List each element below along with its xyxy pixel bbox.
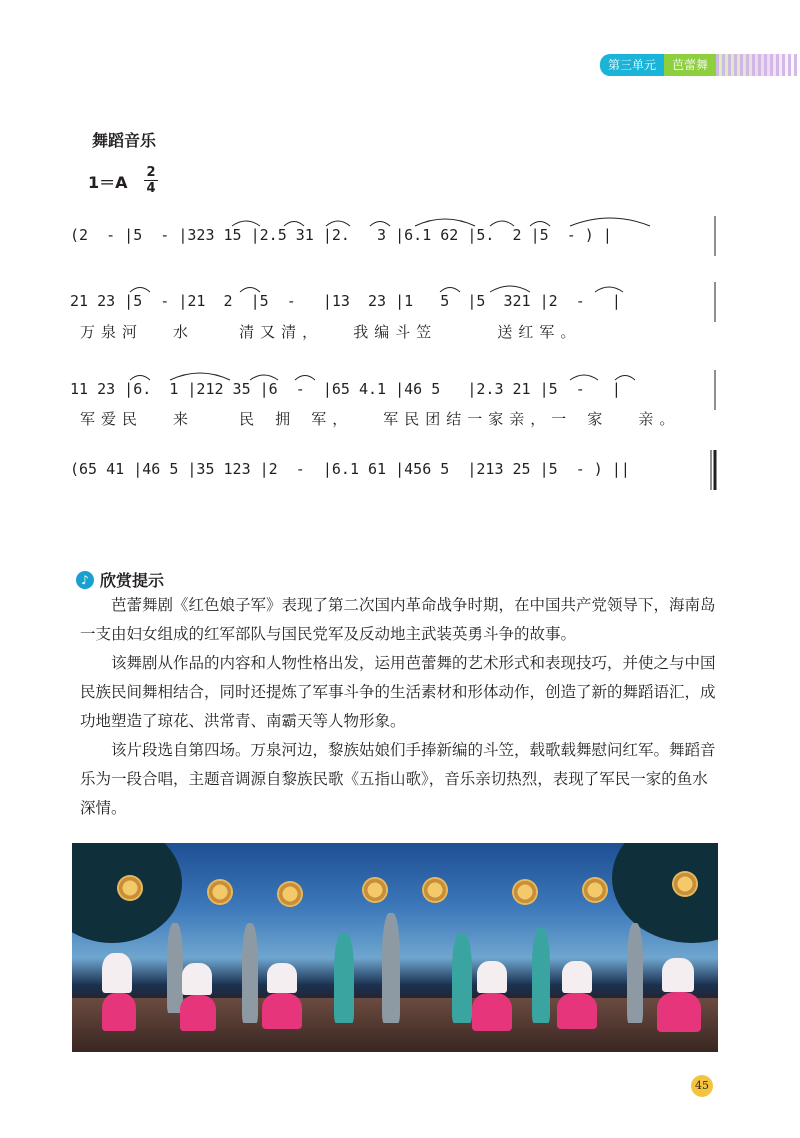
dancer-figure [382,913,400,1023]
straw-hat-icon [512,879,538,905]
dancer-figure [167,923,183,1013]
dancer-figure [472,993,512,1031]
decorative-bars [716,54,800,76]
ballet-stage-photo [72,843,718,1052]
notes-line-1: (2 - |5 - |323 15 |2.5 31 |2. 3 |6.1 62 |5. 2 |5 - ) | [70,226,612,244]
tips-title: 欣赏提示 [100,571,165,590]
key-signature: 1＝A [88,173,128,192]
tips-paragraph-2: 该舞剧从作品的内容和人物性格出发，运用芭蕾舞的艺术形式和表现技巧，并使之与中国民族民间舞相结合，同时还提炼了军事斗争的生活素材和形体动作，创造了新的舞蹈语汇，成功地塑造了琼花、洪常青、南霸天等人物形象。 [80,654,716,730]
dancer-figure [102,953,132,993]
notes-line-2: 21 23 |5 - |21 2 |5 - |13 23 |1 5 |5 321 |2 - | [70,292,621,310]
palm-shadow [612,843,718,943]
dancer-figure [452,933,472,1023]
unit-name: 芭蕾舞 [664,54,716,76]
straw-hat-icon [582,877,608,903]
dancer-figure [477,961,507,993]
dancer-figure [562,961,592,993]
lyric-line-1: 万泉河 水 清又清， 我编斗笠 送红军。 [80,323,582,341]
lyric-line-2: 军爱民 来 民 拥 军， 军民团结一家亲，一 家 亲。 [80,410,681,428]
straw-hat-icon [672,871,698,897]
dancer-figure [267,963,297,993]
unit-label: 第三单元 [600,54,664,76]
dancer-figure [334,933,354,1023]
straw-hat-icon [362,877,388,903]
unit-tab [600,54,800,76]
meter-top: 2 [146,165,156,180]
dancer-figure [662,958,694,992]
notes-line-3: 11 23 |6. 1 |212 35 |6 - |65 4.1 |46 5 |2.3 21 |5 - | [70,380,621,398]
tips-paragraph-1: 芭蕾舞剧《红色娘子军》表现了第二次国内革命战争时期，在中国共产党领导下，海南岛一支由妇女组成的红军部队与国民党军及反动地主武装英勇斗争的故事。 [80,596,716,643]
straw-hat-icon [207,879,233,905]
notes-line-4: (65 41 |46 5 |35 123 |2 - |6.1 61 |456 5 |213 25 |5 - ) || [70,460,630,478]
tips-paragraph-3: 该片段选自第四场。万泉河边，黎族姑娘们手捧新编的斗笠，载歌载舞慰问红军。舞蹈音乐为一段合唱，主题音调源自黎族民歌《五指山歌》，音乐亲切热烈，表现了军民一家的鱼水深情。 [80,741,716,817]
dancer-figure [532,928,550,1023]
straw-hat-icon [422,877,448,903]
time-signature [144,166,158,195]
music-note-icon: ♪ [76,571,94,589]
score-line-1 [70,226,730,266]
dancer-figure [557,993,597,1029]
score-line-4 [70,460,730,500]
dancer-figure [102,993,136,1031]
dancer-figure [242,923,258,1023]
straw-hat-icon [117,875,143,901]
dancer-figure [627,923,643,1023]
meter-bottom: 4 [146,181,156,196]
page-number: 45 [691,1075,713,1097]
dancer-figure [657,992,701,1032]
straw-hat-icon [277,881,303,907]
score-title: 舞蹈音乐 [92,131,157,150]
tips-heading [76,568,164,591]
dancer-figure [180,995,216,1031]
dancer-figure [182,963,212,995]
dancer-figure [262,993,302,1029]
